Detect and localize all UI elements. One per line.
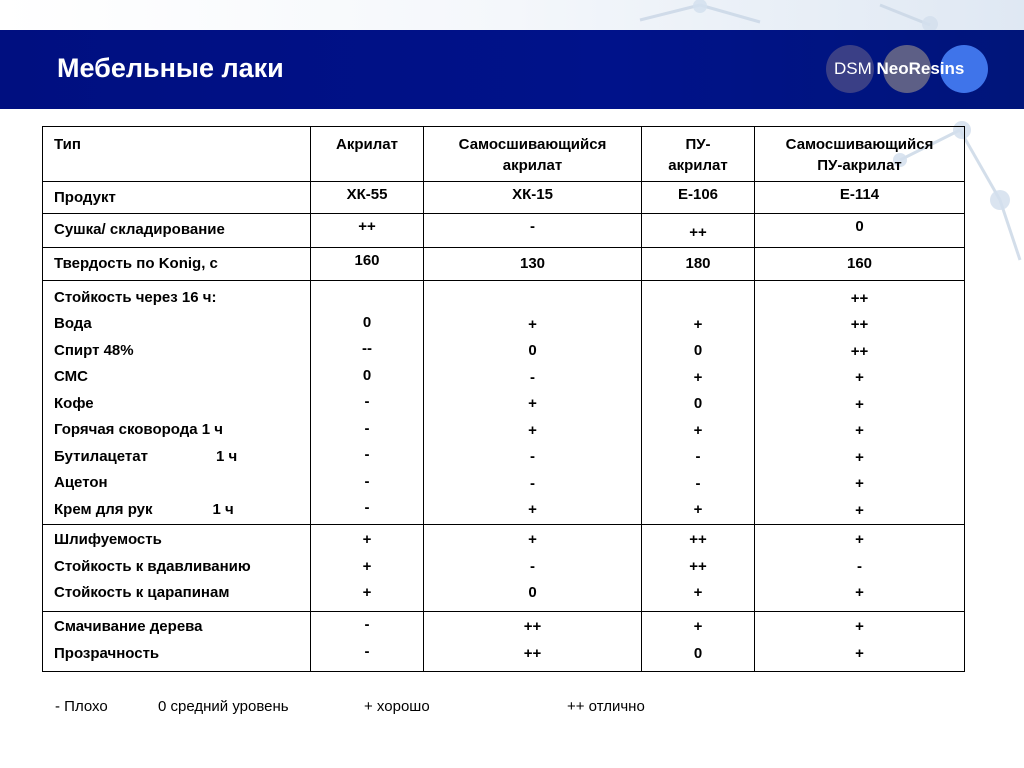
optical-c2 bbox=[424, 612, 642, 672]
optical-c4-value: + bbox=[855, 618, 864, 635]
resistance-c3-value: - bbox=[695, 448, 701, 465]
resistance-c2-value: - bbox=[530, 474, 535, 492]
optical-c2-value: ++ bbox=[523, 618, 542, 635]
resistance-c1 bbox=[311, 280, 424, 525]
header-col3-line2: акрилат bbox=[668, 157, 728, 174]
resistance-c1-value: - bbox=[364, 472, 370, 490]
logo-word-dsm: DSM bbox=[834, 59, 872, 78]
optical-c3-value: 0 bbox=[693, 644, 703, 662]
resistance-c1-value: - bbox=[364, 499, 370, 516]
resistance-label-acetone: Ацетон bbox=[54, 474, 108, 491]
resistance-c4-value: + bbox=[855, 422, 864, 439]
resistance-c3-value: + bbox=[693, 368, 703, 386]
resistance-c1-value: - bbox=[364, 446, 370, 463]
row-label-hardness: Твердость по Konig, с bbox=[43, 247, 311, 280]
mech-c3 bbox=[642, 525, 755, 612]
mech-c1-value: + bbox=[362, 531, 372, 548]
product-c3: Е-106 bbox=[642, 182, 755, 214]
table-row-hardness bbox=[43, 247, 965, 280]
resistance-c4-value: + bbox=[855, 475, 864, 492]
resistance-c3-value: - bbox=[695, 474, 701, 492]
header-col2-line2: акрилат bbox=[502, 157, 563, 174]
mech-c4 bbox=[755, 525, 965, 612]
row-label-drying: Сушка/ складирование bbox=[43, 214, 311, 248]
table-row-drying bbox=[43, 214, 965, 248]
resistance-c3 bbox=[642, 280, 755, 525]
mech-c4-value: + bbox=[855, 531, 864, 548]
resistance-c1-value: 0 bbox=[362, 313, 372, 331]
optical-c4-value: + bbox=[855, 644, 864, 662]
table-row-optical bbox=[43, 612, 965, 672]
resistance-c4-value: ++ bbox=[850, 342, 869, 360]
resistance-c3-value: 0 bbox=[693, 342, 703, 359]
header-col4-line1: Самосшивающийся bbox=[785, 136, 934, 153]
header-col4-line2: ПУ-акрилат bbox=[817, 157, 902, 174]
legend-excellent: ++ отлично bbox=[567, 698, 645, 715]
optical-c2-value: ++ bbox=[523, 644, 542, 662]
legend-medium: 0 средний уровень bbox=[158, 698, 289, 715]
mech-c2 bbox=[424, 525, 642, 612]
resistance-c2-value: 0 bbox=[528, 342, 537, 359]
hardness-c1: 160 bbox=[311, 247, 424, 280]
resistance-labels bbox=[43, 280, 311, 525]
drying-c4: 0 bbox=[755, 214, 965, 248]
resistance-c3-value: 0 bbox=[693, 395, 703, 412]
optical-c1 bbox=[311, 612, 424, 672]
resistance-label-alcohol: Спирт 48% bbox=[54, 341, 134, 359]
optical-c1-value: - bbox=[364, 642, 370, 660]
mech-c2-value: - bbox=[530, 557, 535, 575]
legend-bad: - Плохо bbox=[55, 698, 108, 715]
resistance-label-butyl-acetate: Бутилацетат 1 ч bbox=[54, 447, 238, 465]
mech-c3-value: + bbox=[693, 584, 703, 601]
resistance-c4-value: + bbox=[855, 395, 864, 413]
mech-c1-value: + bbox=[362, 584, 372, 601]
header-type: Тип bbox=[43, 127, 311, 182]
header-col2-line1: Самосшивающийся bbox=[458, 136, 607, 153]
resistance-c2-value: + bbox=[528, 395, 537, 412]
mech-c3-value: ++ bbox=[689, 531, 707, 548]
table-row-mechanical bbox=[43, 525, 965, 612]
mech-c2-value: 0 bbox=[528, 584, 537, 601]
dsm-neoresins-logo bbox=[826, 45, 990, 93]
header-pu-acrylate bbox=[642, 127, 755, 182]
drying-c2: - bbox=[424, 214, 642, 248]
hardness-c2: 130 bbox=[424, 247, 642, 280]
hardness-c4: 160 bbox=[755, 247, 965, 280]
mech-c1-value: + bbox=[362, 557, 372, 575]
mech-label-sanding: Шлифуемость bbox=[54, 531, 162, 548]
logo-text bbox=[834, 59, 964, 79]
mech-c3-value: ++ bbox=[689, 557, 707, 575]
resistance-c2-value: - bbox=[530, 368, 535, 386]
mech-c2-value: + bbox=[528, 531, 537, 548]
resistance-c1-value: - bbox=[364, 393, 370, 410]
optical-c3-value: + bbox=[693, 618, 703, 635]
legend-good: + хорошо bbox=[364, 698, 430, 715]
resistance-c3-value: + bbox=[693, 501, 703, 518]
resistance-c2-value: - bbox=[530, 448, 535, 465]
resistance-c3-value: + bbox=[693, 421, 703, 439]
product-c4: Е-114 bbox=[755, 182, 965, 214]
resistance-c1-value: 0 bbox=[362, 366, 372, 384]
resistance-c1-value: -- bbox=[362, 340, 372, 357]
slide-title: Мебельные лаки bbox=[57, 53, 284, 83]
mech-label-indentation: Стойкость к вдавливанию bbox=[54, 557, 251, 575]
resistance-label-detergent: СМС bbox=[54, 368, 88, 385]
optical-label-transparency: Прозрачность bbox=[54, 644, 160, 662]
resistance-c2 bbox=[424, 280, 642, 525]
resistance-c4-value: + bbox=[855, 448, 864, 466]
mech-c4-value: + bbox=[855, 584, 864, 601]
optical-c1-value: - bbox=[364, 616, 370, 633]
resistance-c4-value: + bbox=[855, 501, 864, 519]
resistance-c3-value: + bbox=[693, 315, 703, 333]
resistance-label-hand-cream: Крем для рук 1 ч bbox=[54, 500, 234, 518]
drying-c1: ++ bbox=[311, 214, 424, 248]
mech-label-scratch: Стойкость к царапинам bbox=[54, 584, 230, 601]
resistance-c4-value: + bbox=[855, 369, 864, 386]
resistance-heading: Стойкость через 16 ч: bbox=[54, 288, 217, 306]
row-label-product: Продукт bbox=[43, 182, 311, 214]
resistance-c4-value: ++ bbox=[850, 289, 869, 307]
resistance-label-coffee: Кофе bbox=[54, 394, 94, 412]
mech-c4-value: - bbox=[857, 557, 862, 575]
table-header-row bbox=[43, 127, 965, 182]
logo-word-neoresins: NeoResins bbox=[876, 59, 965, 78]
header-self-crosslinking-acrylate bbox=[424, 127, 642, 182]
table-row-product bbox=[43, 182, 965, 214]
resistance-c2-value: + bbox=[528, 501, 537, 518]
header-self-crosslinking-pu-acrylate bbox=[755, 127, 965, 182]
optical-c4 bbox=[755, 612, 965, 672]
optical-label-wood-wetting: Смачивание дерева bbox=[54, 618, 203, 635]
optical-labels bbox=[43, 612, 311, 672]
resistance-c4-value: ++ bbox=[850, 316, 869, 333]
mech-c1 bbox=[311, 525, 424, 612]
resistance-label-hot-pan: Горячая сковорода 1 ч bbox=[54, 421, 223, 438]
mechanical-labels bbox=[43, 525, 311, 612]
hardness-c3: 180 bbox=[642, 247, 755, 280]
resistance-c4 bbox=[755, 280, 965, 525]
resistance-c1-value: - bbox=[364, 419, 370, 437]
header-col3-line1: ПУ- bbox=[685, 136, 711, 153]
product-c2: ХК-15 bbox=[424, 182, 642, 214]
resistance-c2-value: + bbox=[528, 315, 537, 333]
resistance-c2-value: + bbox=[528, 421, 537, 439]
table-row-resistance bbox=[43, 280, 965, 525]
product-c1: ХК-55 bbox=[311, 182, 424, 214]
drying-c3: ++ bbox=[642, 214, 755, 248]
optical-c3 bbox=[642, 612, 755, 672]
resistance-label-water: Вода bbox=[54, 315, 92, 332]
furniture-lacquer-comparison-table bbox=[42, 126, 965, 672]
header-acrylate: Акрилат bbox=[311, 127, 424, 182]
